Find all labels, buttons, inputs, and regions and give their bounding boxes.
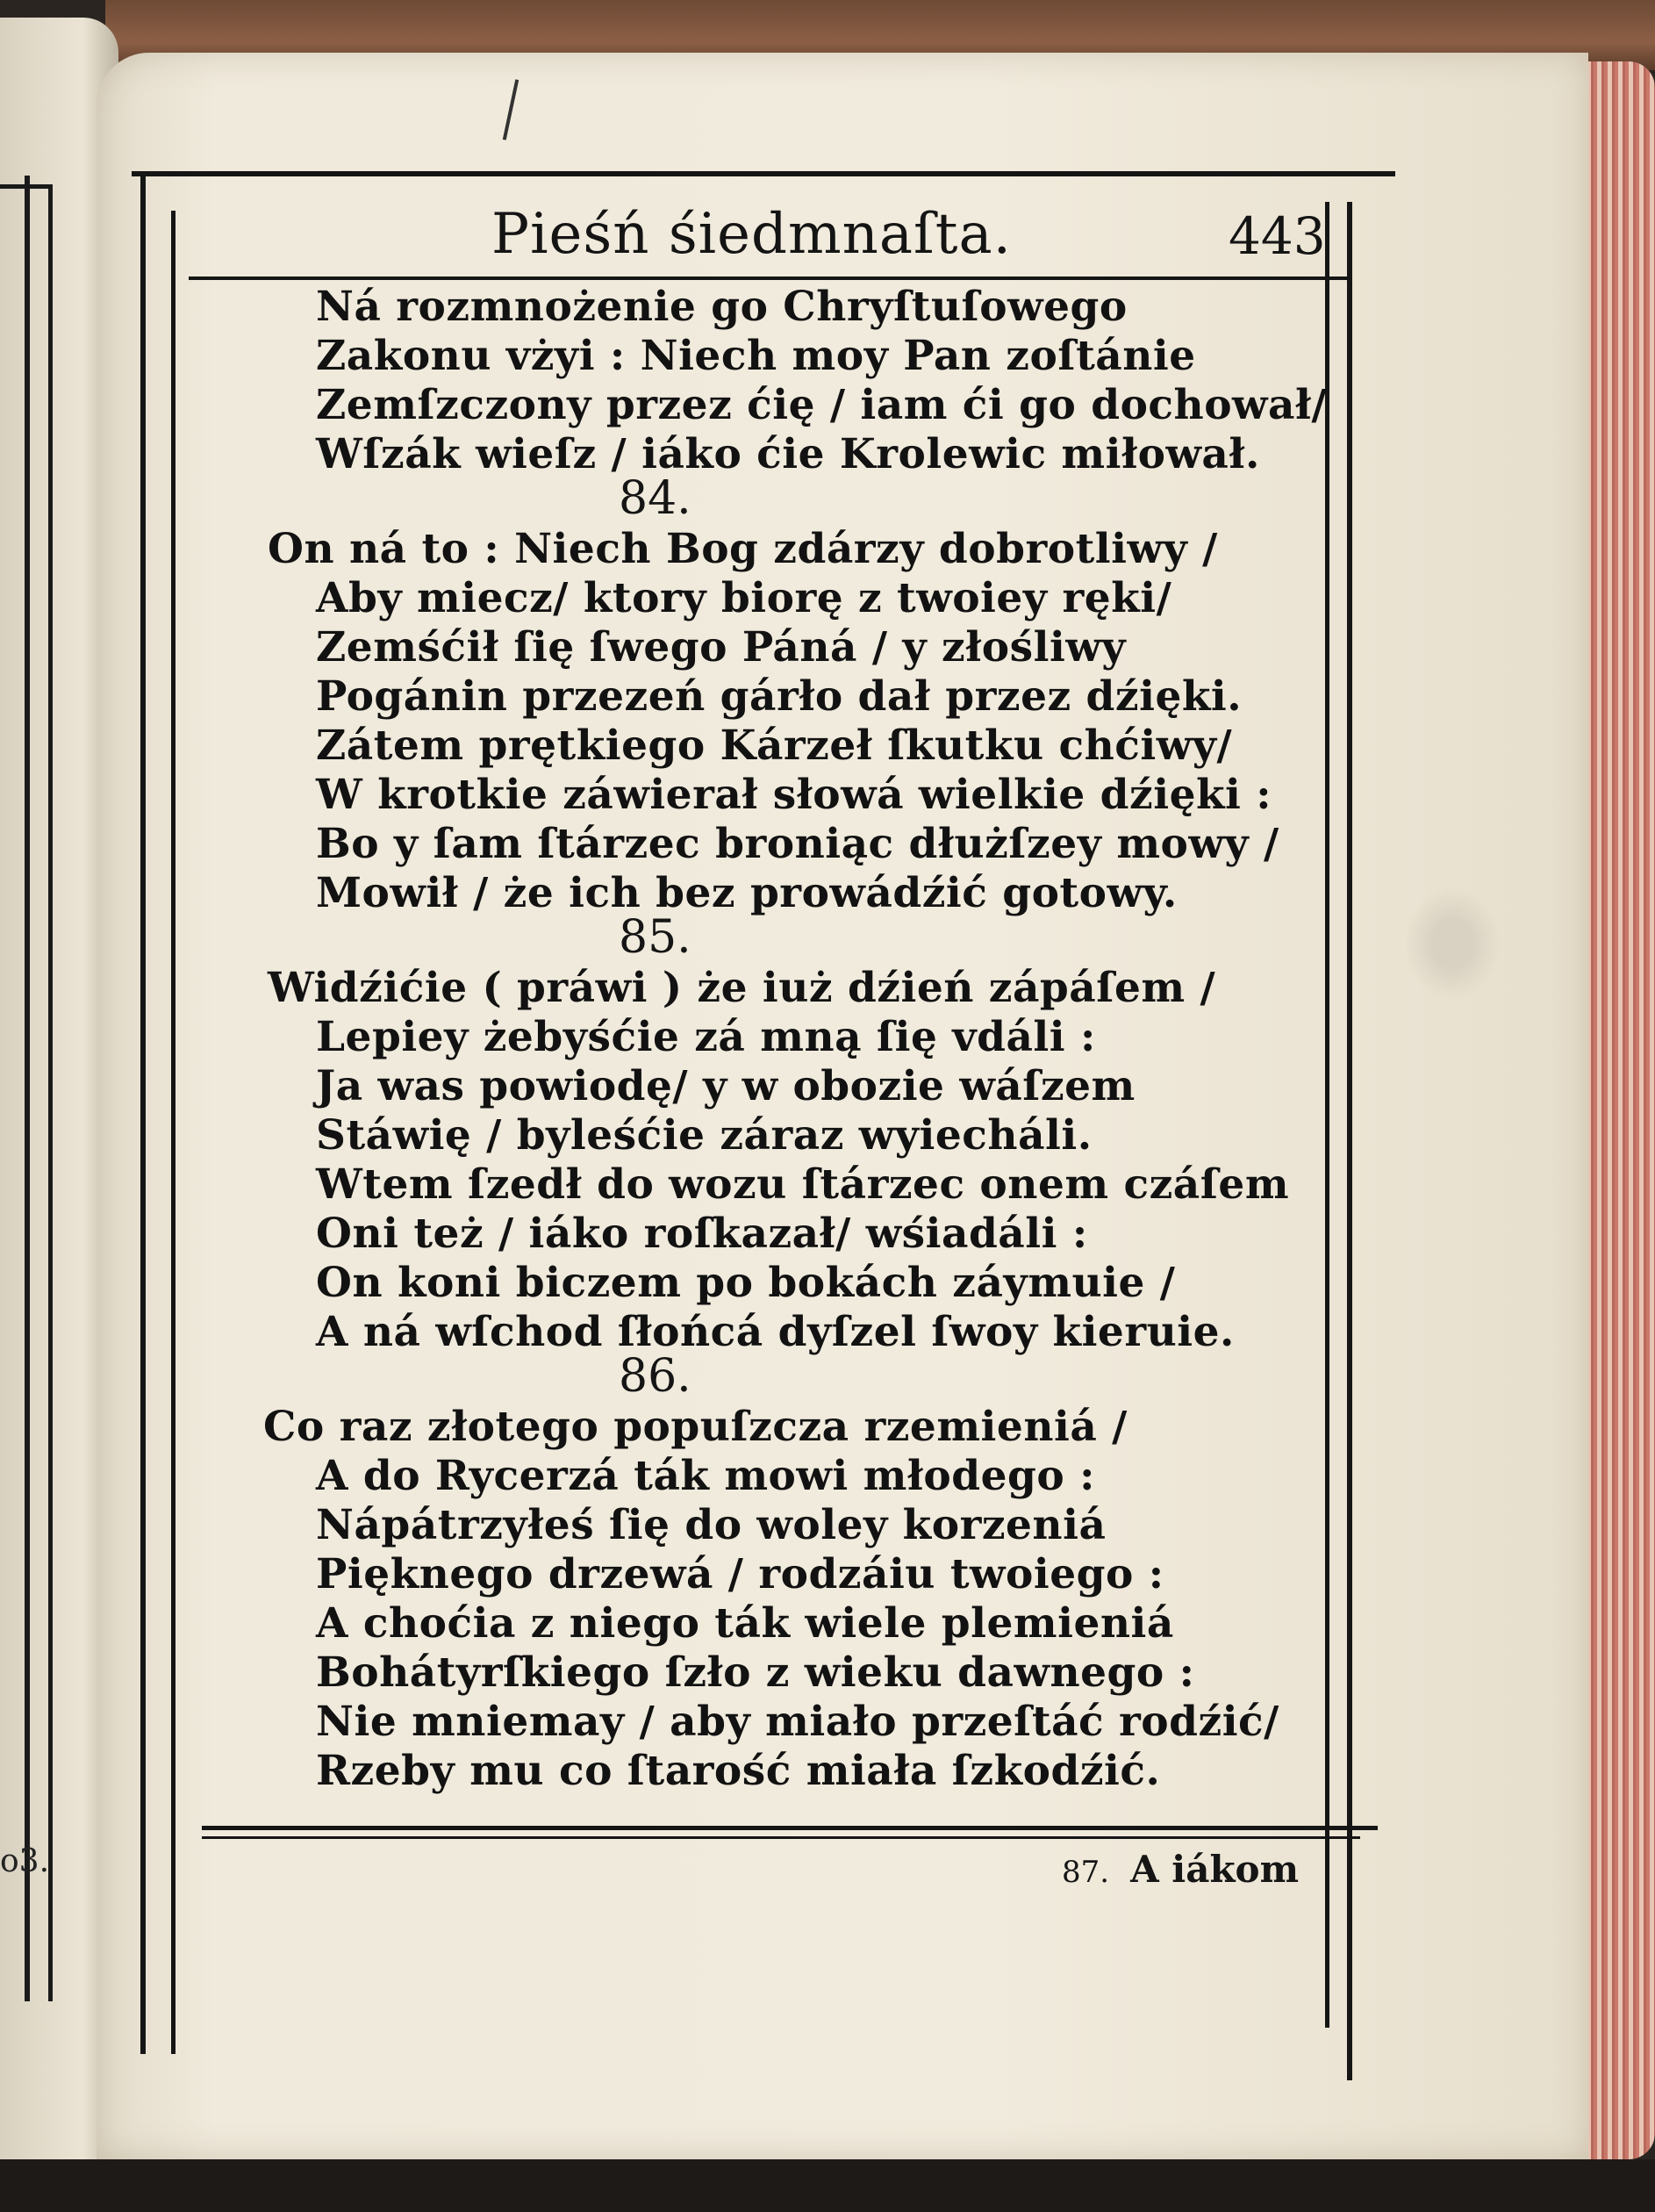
- printed-page: [97, 53, 1588, 2159]
- paper-stain: [1404, 887, 1501, 1001]
- running-head: Pieśń śiedmnaſta.: [491, 202, 1012, 267]
- background-shadow: [0, 2159, 1655, 2212]
- facing-page-rule: [48, 184, 53, 2001]
- frame-rule-top: [132, 171, 1395, 176]
- verse-line: A ná wſchod ſłońcá dyſzel ſwoy kieruie.: [316, 1308, 1235, 1356]
- verse-line: Pięknego drzewá / rodzáiu twoiego :: [316, 1550, 1164, 1598]
- verse-line: A do Rycerzá ták mowi młodego :: [316, 1452, 1095, 1500]
- verse-line: Stáwię / byleśćie záraz wyiecháli.: [316, 1111, 1093, 1160]
- footer-rule: [202, 1836, 1360, 1839]
- footer-rule: [202, 1826, 1378, 1830]
- verse-line: On koni biczem po bokách záymuie /: [316, 1259, 1176, 1307]
- verse-line: Mowił / że ich bez prowádźić gotowy.: [316, 869, 1178, 917]
- verse-line: Nie mniemay / aby miało przeſtáć rodźić/: [316, 1698, 1279, 1746]
- frame-rule-right-inner: [1325, 202, 1329, 2028]
- verse-line: Ja was powiodę/ y w obozie wáſzem: [316, 1062, 1136, 1110]
- facing-page-fragment: o3.: [0, 1843, 50, 1879]
- catchword-text: A iákom: [1130, 1848, 1300, 1891]
- verse-line: A choćia z niego ták wiele plemieniá: [316, 1599, 1174, 1648]
- verse-line: Co raz złotego popuſzcza rzemieniá /: [263, 1403, 1128, 1451]
- verse-line: Zemſzczony przez ćię / iam ći go dochował/: [316, 381, 1328, 429]
- stanza-number: 85.: [619, 911, 691, 964]
- stanza-number: 86.: [619, 1350, 691, 1403]
- verse-line: W krotkie záwierał słowá wielkie dźięki :: [316, 771, 1272, 819]
- verse-line: Lepiey żebyśćie zá mną ſię vdáli :: [316, 1013, 1096, 1061]
- verse-line: Zakonu vżyi : Niech moy Pan zoſtánie: [316, 332, 1196, 380]
- verse-line: Pogánin przezeń gárło dał przez dźięki.: [316, 672, 1243, 721]
- stanza-number: 84.: [619, 472, 691, 525]
- verse-line: Ná rozmnożenie go Chryſtuſowego: [316, 283, 1128, 331]
- frame-rule-left-outer: [140, 176, 146, 2054]
- verse-line: On ná to : Niech Bog zdárzy dobrotliwy /: [268, 525, 1218, 573]
- frame-rule-right-outer: [1347, 202, 1352, 2080]
- header-rule: [189, 276, 1347, 280]
- verse-line: Bohátyrſkiego ſzło z wieku dawnego :: [316, 1648, 1195, 1697]
- verse-line: Zátem prętkiego Kárzeł ſkutku chćiwy/: [316, 722, 1233, 770]
- verse-line: Nápátrzyłeś ſię do woley korzeniá: [316, 1501, 1107, 1549]
- facing-page-rule: [25, 176, 30, 2001]
- verse-line: Aby miecz/ ktory biorę z twoiey ręki/: [316, 574, 1172, 622]
- verse-line: Wtem ſzedł do wozu ſtárzec onem czáſem: [316, 1160, 1290, 1209]
- verse-line: Bo y ſam ſtárzec broniąc dłużſzey mowy /: [316, 820, 1279, 868]
- frame-rule-left-inner: [171, 211, 176, 2054]
- verse-line: Oni też / iáko roſkazał/ wśiadáli :: [316, 1210, 1088, 1258]
- verse-line: Zemśćił ſię ſwego Páná / y złośliwy: [316, 623, 1127, 672]
- verse-line: Wſzák wieſz / iáko ćie Krolewic miłował.: [316, 430, 1260, 478]
- verse-line: Widźićie ( práwi ) że iuż dźień zápáſem /: [268, 964, 1216, 1012]
- ink-mark: [503, 79, 519, 140]
- catchword-stanza-number: 87.: [1062, 1855, 1110, 1890]
- catchword: [1062, 1848, 1299, 1891]
- page-number: 443: [1229, 206, 1326, 266]
- verse-line: Rzeby mu co ſtarość miała ſzkodźić.: [316, 1747, 1161, 1795]
